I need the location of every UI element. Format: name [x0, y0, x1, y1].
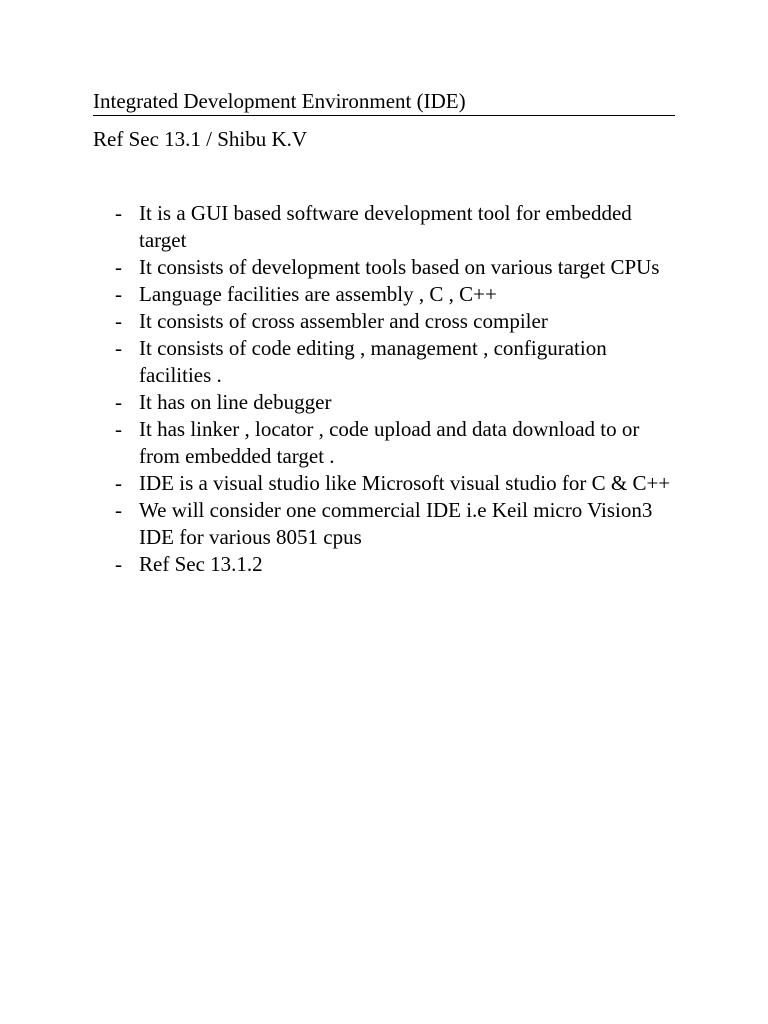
document-title: Integrated Development Environment (IDE): [93, 88, 675, 116]
list-item-text: It has linker , locator , code upload and data download to or from embedded target .: [139, 417, 640, 468]
list-item: [0, 551, 679, 578]
list-item-text: We will consider one commercial IDE i.e Keil micro Vision3 IDE for various 8051 cpus: [139, 498, 653, 549]
list-item: [0, 254, 679, 281]
list-item: [0, 416, 679, 470]
bullet-marker: -: [115, 201, 122, 225]
bullet-marker: -: [115, 471, 122, 495]
list-item: [0, 470, 679, 497]
bullet-marker: -: [115, 336, 122, 360]
list-item-text: Language facilities are assembly , C , C++: [139, 282, 497, 306]
reference-line: Ref Sec 13.1 / Shibu K.V: [93, 127, 308, 151]
list-item-text: It consists of cross assembler and cross compiler: [139, 309, 548, 333]
list-item: [0, 200, 679, 254]
bullet-list: [0, 200, 679, 578]
list-item: [0, 389, 679, 416]
list-item-text: It consists of development tools based on various target CPUs: [139, 255, 660, 279]
list-item-text: IDE is a visual studio like Microsoft visual studio for C & C++: [139, 471, 671, 495]
list-item: [0, 281, 679, 308]
list-item: [0, 308, 679, 335]
list-item: [0, 335, 679, 389]
bullet-marker: -: [115, 309, 122, 333]
bullet-marker: -: [115, 282, 122, 306]
list-item-text: It is a GUI based software development tool for embedded target: [139, 201, 632, 252]
bullet-marker: -: [115, 390, 122, 414]
bullet-marker: -: [115, 552, 122, 576]
list-item-text: Ref Sec 13.1.2: [139, 552, 263, 576]
list-item-text: It has on line debugger: [139, 390, 332, 414]
bullet-marker: -: [115, 498, 122, 522]
bullet-marker: -: [115, 255, 122, 279]
bullet-marker: -: [115, 417, 122, 441]
list-item: [0, 497, 679, 551]
list-item-text: It consists of code editing , management , configuration facilities .: [139, 336, 607, 387]
